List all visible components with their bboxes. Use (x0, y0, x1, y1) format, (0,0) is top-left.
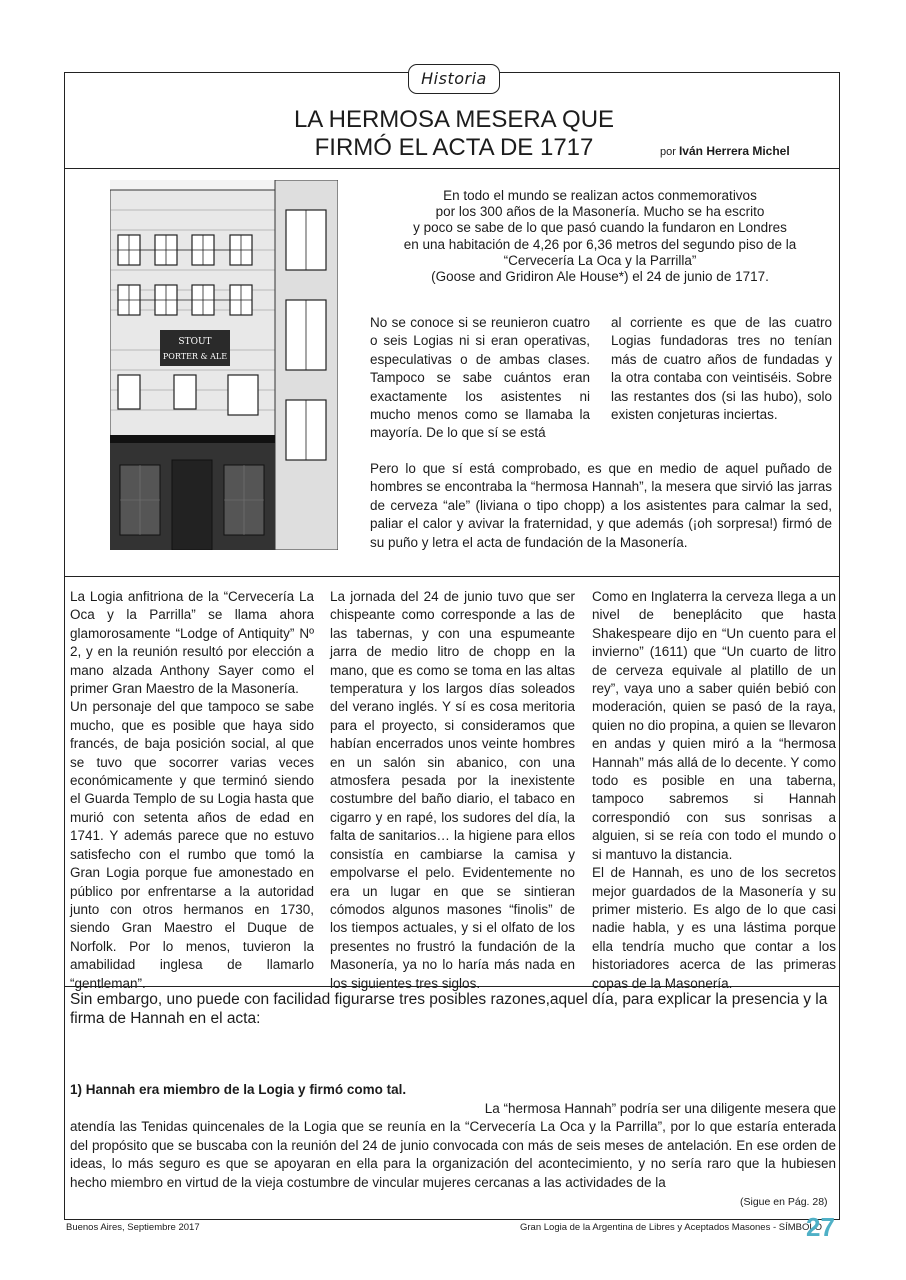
reason-1-heading: 1) Hannah era miembro de la Logia y firmó como tal. (70, 1082, 407, 1097)
upper-left-column: No se conoce si se reunieron cuatro o seis Logias ni si eran operativas, especulativas o de ambas clases. Tampoco se sabe cuántos eran exactamente los asistentes ni mucho menos como se llamaba la mayoría. De lo que sí se está (370, 315, 590, 441)
intro-line: y poco se sabe de lo que pasó cuando la fundaron en Londres (413, 220, 787, 236)
intro-block (370, 188, 830, 285)
column-2-paragraph-1: La jornada del 24 de junio tuvo que ser chispeante como corresponde a las de las tabernas, y con una espumeante jarra de medio litro de chopp en la mano, que es como se toma en las altas temperatura y los largos días soleados del verano inglés. Y sí es cosa meritoria para el proyecto, si consideramos que habían encerrados unos veinte hombres en un salón sin abanico, con una atmosfera pesada por la inexistente costumbre del baño diario, el tabaco en cigarro y en rapé, los sudores del día, la falta de sanitarios… la higiene para ellos consistía en cambiarse la camisa y empolvarse el pelo. Evidentemente no era un lugar en que se sintieran cómodos algunos masones “finolis” de los tiempos actuales, y si el olfato de los presentes no frustró la fundación de la Masonería, ya no lo haría más nada en los siguientes tres siglos. (330, 589, 575, 991)
alehouse-illustration (110, 180, 338, 550)
reason-1-first-line: La “hermosa Hannah” podría ser una diligente mesera que (484, 1101, 836, 1116)
title-line-2: FIRMÓ EL ACTA DE 1717 (314, 134, 594, 161)
intro-line: en una habitación de 4,26 por 6,36 metros del segundo piso de la (403, 236, 797, 252)
byline-prefix: por (660, 146, 676, 158)
sign-stout: STOUT (178, 337, 212, 347)
lower-divider (64, 986, 840, 987)
page-number: 27 (806, 1212, 835, 1242)
intro-line: En todo el mundo se realizan actos conmemorativos (443, 188, 757, 203)
intro-line: “Cervecería La Oca y la Parrilla” (503, 252, 697, 268)
column-2 (330, 588, 575, 993)
article-title (240, 106, 668, 162)
lead-paragraph: Sin embargo, uno puede con facilidad figurarse tres posibles razones,aquel día, para explicar la presencia y la firma de Hannah en el acta: (70, 991, 828, 1027)
column-1-paragraph-2: Un personaje del que tampoco se sabe mucho, que es posible que haya sido francés, de baja posición social, al que se tuvo que socorrer varias veces económicamente y que terminó siendo el Guarda Templo de su Logia hasta que murió con setenta años de edad en 1741. Y además parece que no estuvo satisfecho con el rumbo que tomó la Gran Logia porque fue amonestado en público por enfrentarse a la autoridad junto con otros hermanos en 1730, siendo Gran Maestro el Duque de Norfolk. Por lo menos, tuvieron la amabilidad inglesa de llamarlo “gentleman”. (70, 699, 314, 991)
reason-1-text (70, 1100, 836, 1192)
footer-publication: Gran Logia de la Argentina de Libres y Aceptados Masones - SÍMBOLO (520, 1222, 823, 1233)
reason-1-body: atendía las Tenidas quincenales de la Logia que se reunía en la “Cervecería La Oca y la Parrilla”, por lo que estaría enterada del propósito que se buscaba con la reunión del 24 de junio convocada con más de seis meses de antelación. En ese orden de ideas, lo más seguro es que se apoyaran en ella para la organización del acontecimiento, y no sería raro que la hubiesen hecho miembro en virtud de la vieja costumbre de vincular mujeres cercanas a las actividades de la (70, 1119, 836, 1190)
author-name: Iván Herrera Michel (678, 144, 790, 158)
title-divider (64, 168, 840, 169)
intro-line: por los 300 años de la Masonería. Mucho se ha escrito (435, 204, 765, 220)
upper-wide-paragraph: Pero lo que sí está comprobado, es que en medio de aquel puñado de hombres se encontraba la “hermosa Hannah”, la mesera que sirvió las jarras de cerveza “ale” (liviana o tipo chopp) a los asistentes para calmar la sed, paliar el calor y avivar la fraternidad, y que además (¡oh sorpresa!) firmó de su puño y letra el acta de fundación de la Masonería. (370, 461, 832, 550)
byline (660, 144, 790, 158)
intro-line: (Goose and Gridiron Ale House*) el 24 de junio de 1717. (431, 269, 769, 285)
column-1 (70, 588, 314, 993)
column-1-paragraph-1: La Logia anfitriona de la “Cervecería La Oca y la Parrilla” se llama ahora glamorosamente “Lodge of Antiquity” Nº 2, y en la reunión resultó por elección a mano alzada Anthony Sayer como el primer Gran Maestro de la Masonería. (70, 589, 314, 697)
upper-right-column: al corriente es que de las cuatro Logias fundadoras tres no tenían más de cuatro años de fundadas y la otra contaba con veintiséis. Sobre las restantes dos (si las hubo), solo existen conjeturas inciertas. (611, 315, 832, 423)
column-3 (592, 588, 836, 993)
sign-porter-ale: PORTER & ALE (162, 352, 228, 361)
title-line-1: LA HERMOSA MESERA QUE (293, 106, 615, 133)
section-tab: Historia (408, 64, 500, 94)
footer-date: Buenos Aires, Septiembre 2017 (66, 1222, 200, 1233)
column-3-paragraph-2: El de Hannah, es uno de los secretos mejor guardados de la Masonería y su primer misterio. Es algo de lo que casi nadie habla, y es una lástima porque ella tendría mucho que contar a los historiadores acerca de las primeras copas de la Masonería. (592, 865, 836, 991)
section-divider (64, 576, 840, 577)
continued-note: (Sigue en Pág. 28) (740, 1196, 828, 1208)
column-3-paragraph-1: Como en Inglaterra la cerveza llega a un nivel de beneplácito que hasta Shakespeare dijo en “Un cuento para el invierno” (1611) que “Un cuarto de litro de cerveza equivale al platillo de un rey”, vaya uno a saber quién bebió con moderación, quien se pasó de la raya, quien no dio propina, a quien se llevaron en andas y quien miró a la “hermosa Hannah” más allá de lo decente. Y como todo es posible en una taberna, tampoco sabremos si Hannah correspondió con sus sonrisas a alguien, si se reía con todo el mundo o si mantuvo la distancia. (592, 589, 836, 862)
